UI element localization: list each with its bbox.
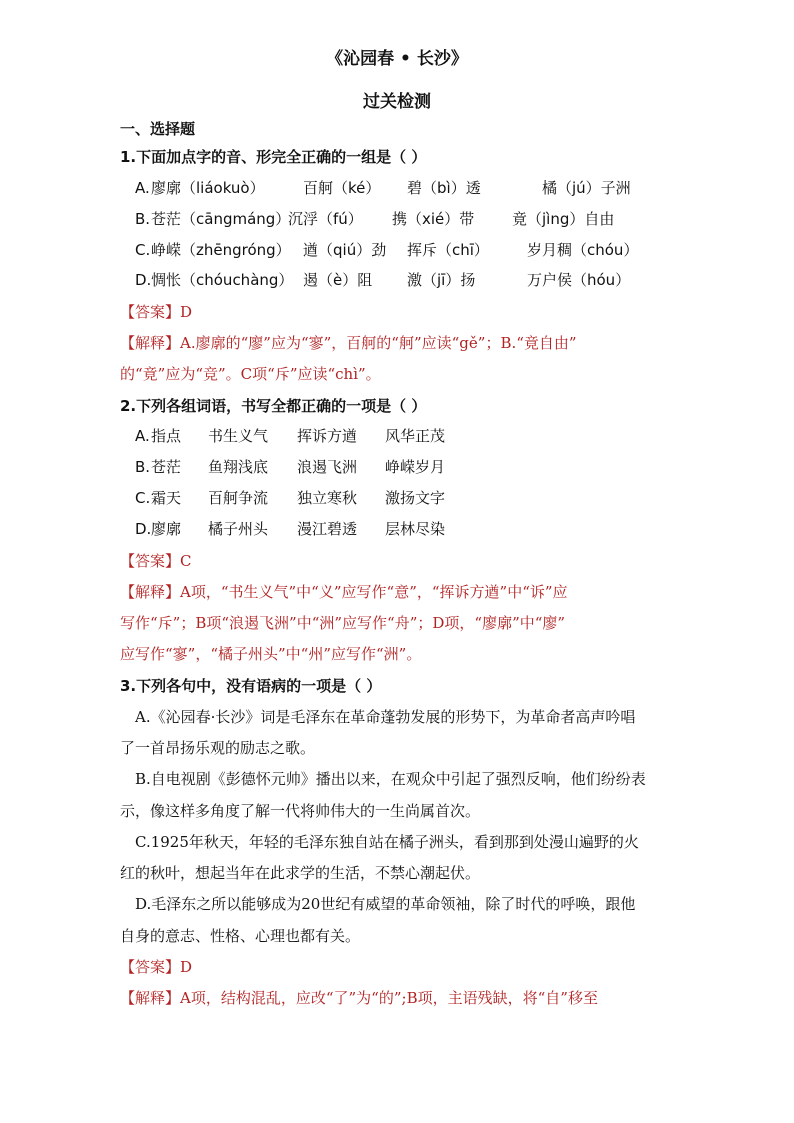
section-heading: 一、选择题 [120, 120, 196, 138]
option-item: 霜天 [151, 489, 182, 507]
question-3-option-line: B.自电视剧《彭德怀元帅》播出以来，在观众中引起了强烈反响，他们纷纷表 [135, 770, 646, 788]
answer-value: D [180, 958, 193, 976]
option-label: C. [135, 241, 151, 259]
option-item: 独立寒秋 [297, 489, 358, 507]
option-item: 指点 [151, 427, 182, 445]
option-item: 苍茫（cāngmáng） [151, 210, 291, 228]
answer-tag: 【答案】 [120, 303, 181, 321]
question-2-explanation-line [120, 582, 568, 602]
question-3-option-line: 红的秋叶，想起当年在此求学的生活，不禁心潮起伏。 [120, 864, 481, 882]
document-title: 《沁园春 • 长沙》 [326, 49, 468, 69]
option-item: 碧（bì）透 [407, 179, 481, 197]
answer-tag: 【答案】 [120, 958, 181, 976]
question-2-explanation-line: 写作“斥”；B项“浪遏飞洲”中“洲”应写作“舟”；D项，“廖廓”中“廖” [120, 614, 566, 632]
option-item: 橘子州头 [208, 520, 269, 538]
question-1-stem: 1.下面加点字的音、形完全正确的一组是（ ） [120, 148, 427, 166]
option-item: 万户侯（hóu） [527, 271, 631, 289]
question-3-stem: 3.下列各句中，没有语病的一项是（ ） [120, 677, 382, 695]
question-3-option-line: 了一首昂扬乐观的励志之歌。 [120, 739, 316, 757]
option-item: 百舸（ké） [303, 179, 381, 197]
explanation-tag: 【解释】 [120, 989, 181, 1007]
option-item: 挥斥（chī） [407, 241, 489, 259]
explanation-text: A项，结构混乱，应改“了”为“的”;B项，主语残缺，将“自”移至 [180, 989, 598, 1007]
explanation-text: A.廖廓的“廖”应为“寥”，百舸的“舸”应读“gě”；B.“竟自由” [180, 334, 577, 352]
explanation-text: A项，“书生义气”中“义”应写作“意”，“挥诉方遒”中“诉”应 [180, 583, 568, 601]
option-item: 廖廓（liáokuò） [151, 179, 265, 197]
question-1-answer [120, 302, 192, 322]
question-3-option-line: 示，像这样多角度了解一代将帅伟大的一生尚属首次。 [120, 802, 481, 820]
option-item: 竟（jìng）自由 [512, 210, 615, 228]
question-2-answer [120, 551, 192, 571]
option-item: 峥嵘岁月 [385, 458, 446, 476]
option-item: 惆怅（chóuchàng） [151, 271, 294, 289]
option-item: 激扬文字 [385, 489, 446, 507]
option-label: A. [135, 179, 150, 197]
question-3-option-line: A.《沁园春·长沙》词是毛泽东在革命蓬勃发展的形势下，为革命者高声吟唱 [135, 708, 636, 726]
option-item: 沉浮（fú） [288, 210, 363, 228]
option-item: 挥诉方遒 [297, 427, 358, 445]
option-item: 苍茫 [151, 458, 182, 476]
option-label: B. [135, 458, 151, 476]
option-item: 携（xié）带 [392, 210, 475, 228]
option-item: 遒（qiú）劲 [303, 241, 387, 259]
explanation-tag: 【解释】 [120, 583, 181, 601]
option-label: D. [135, 271, 152, 289]
question-3-answer [120, 957, 192, 977]
option-item: 层林尽染 [385, 520, 446, 538]
answer-value: D [180, 303, 193, 321]
question-3-option-line: D.毛泽东之所以能够成为20世纪有威望的革命领袖，除了时代的呼唤，跟他 [135, 895, 636, 913]
question-2-stem: 2.下列各组词语，书写全都正确的一项是（ ） [120, 397, 427, 415]
option-label: A. [135, 427, 150, 445]
option-item: 风华正茂 [385, 427, 446, 445]
question-3-option-line: C.1925年秋天，年轻的毛泽东独自站在橘子洲头，看到那到处漫山遍野的火 [135, 833, 639, 851]
option-item: 岁月稠（chóu） [527, 241, 639, 259]
question-3-explanation-line [120, 988, 598, 1008]
option-item: 漫江碧透 [297, 520, 358, 538]
question-3-option-line: 自身的意志、性格、心理也都有关。 [120, 927, 361, 945]
option-item: 橘（jú）子洲 [542, 179, 631, 197]
document-subtitle: 过关检测 [363, 92, 431, 112]
option-item: 激（jī）扬 [407, 271, 476, 289]
option-item: 峥嵘（zhēngróng） [151, 241, 291, 259]
question-2-explanation-line: 应写作“寥”，“橘子州头”中“州”应写作“洲”。 [120, 645, 422, 663]
option-item: 书生义气 [208, 427, 269, 445]
option-item: 遏（è）阻 [303, 271, 373, 289]
option-label: D. [135, 520, 152, 538]
answer-value: C [180, 552, 192, 570]
option-item: 浪遏飞洲 [297, 458, 358, 476]
question-1-explanation-line: 的“竟”应为“竞”。C项“斥”应读“chì”。 [120, 365, 381, 383]
option-label: B. [135, 210, 151, 228]
option-item: 鱼翔浅底 [208, 458, 269, 476]
option-item: 廖廓 [151, 520, 182, 538]
option-item: 百舸争流 [208, 489, 269, 507]
option-label: C. [135, 489, 151, 507]
question-1-explanation-line [120, 333, 577, 353]
explanation-tag: 【解释】 [120, 334, 181, 352]
answer-tag: 【答案】 [120, 552, 181, 570]
